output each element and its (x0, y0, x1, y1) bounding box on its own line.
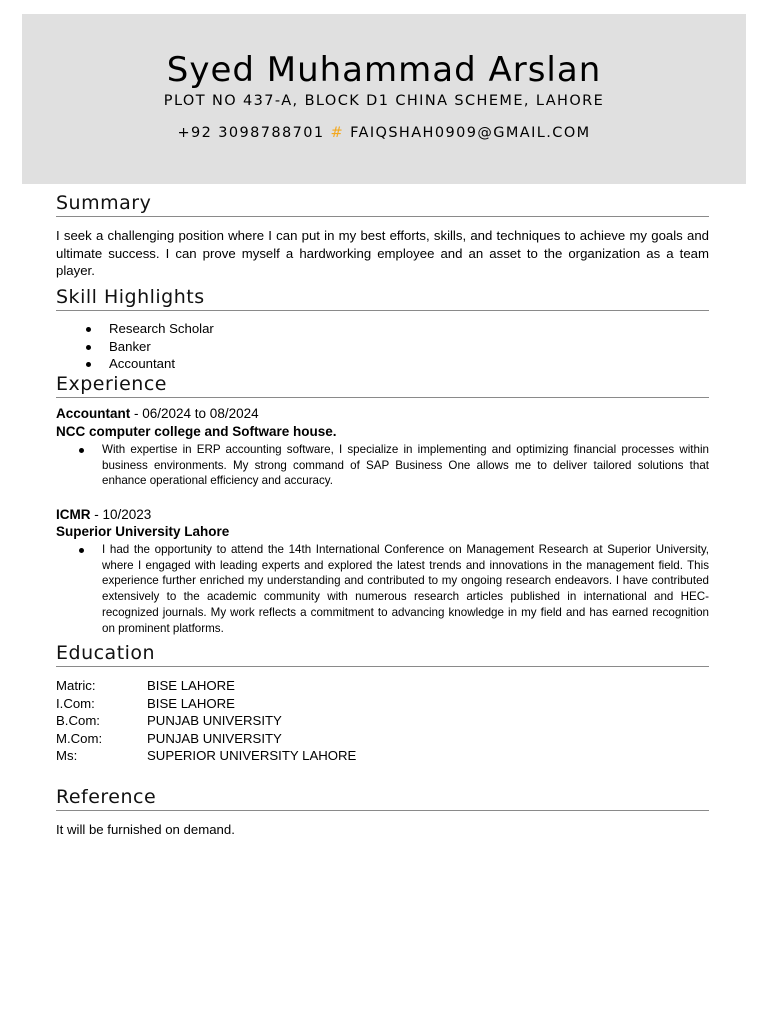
skills-heading: Skill Highlights (56, 286, 709, 311)
summary-text: I seek a challenging position where I can put in my best efforts, skills, and techniques to achieve my goals and ultimate success. I can prove myself a hardworking employee and an asset to the organization as a team player. (56, 228, 709, 278)
job-description: I had the opportunity to attend the 14th International Conference on Management Research at Superior University, where I engaged with leading experts and explored the latest trends and innovations in the management field. This experience further enriched my understanding and contributed to my ongoing research endeavors. I have contributed extensively to the academic community with numerous research articles published in international and HEC-recognized journals. My work reflects a commitment to advancing knowledge in my field and has earned recognition on prominent platforms. (102, 543, 709, 635)
job-dates: - 10/2023 (90, 507, 152, 522)
job-title-line (56, 507, 151, 522)
job-organization: NCC computer college and Software house. (56, 424, 337, 439)
reference-text: It will be furnished on demand. (56, 822, 235, 837)
bullet-icon (86, 345, 91, 350)
candidate-name: Syed Muhammad Arslan (166, 50, 602, 90)
skill-item: Banker (56, 338, 214, 356)
job-role: Accountant (56, 406, 131, 421)
candidate-address: PLOT NO 437-A, BLOCK D1 CHINA SCHEME, LAHORE (163, 93, 605, 109)
job-organization: Superior University Lahore (56, 524, 230, 539)
education-heading: Education (56, 642, 709, 667)
contact-separator: # (330, 125, 345, 141)
phone-number: +92 3098788701 (177, 125, 325, 141)
skill-item: Accountant (56, 355, 214, 373)
job-role: ICMR (56, 507, 91, 522)
bullet-icon (86, 362, 91, 367)
bullet-icon (86, 327, 91, 332)
bullet-icon (79, 548, 84, 553)
resume-header (22, 14, 746, 184)
job-description: With expertise in ERP accounting software, I specialize in implementing and optimizing financial processes within business environments. My strong command of SAP Business One allows me to deliver tailored solutions that enhance operational efficiency and accuracy. (102, 443, 709, 488)
summary-heading: Summary (56, 192, 709, 217)
job-dates: - 06/2024 to 08/2024 (130, 406, 259, 421)
skills-list (56, 320, 214, 373)
email-address: FAIQSHAH0909@GMAIL.COM (350, 125, 591, 141)
job-title-line (56, 406, 259, 421)
experience-heading: Experience (56, 373, 709, 398)
bullet-icon (79, 448, 84, 453)
contact-line (22, 125, 746, 141)
skill-item: Research Scholar (56, 320, 214, 338)
reference-heading: Reference (56, 786, 709, 811)
